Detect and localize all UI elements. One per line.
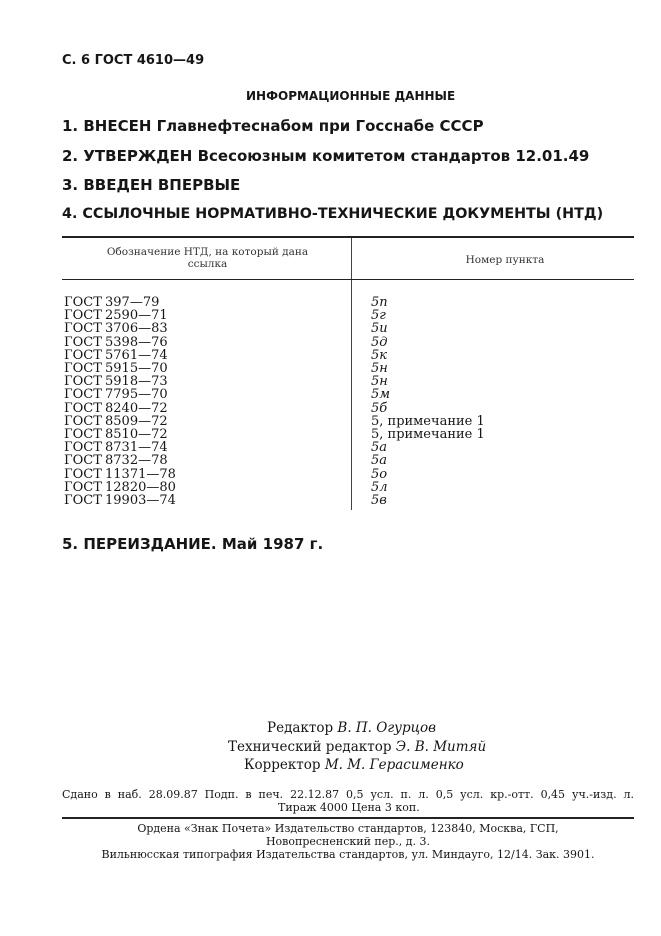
clause-ref: 5н (371, 374, 388, 390)
imprint-line-2: Тираж 4000 Цена 3 коп. (278, 801, 420, 814)
clause-ref: 5л (371, 479, 388, 495)
clause-ref: 5, примечание 1 (371, 427, 485, 442)
clause-ref: 5в (371, 493, 387, 508)
clause-ref: 5о (371, 466, 388, 482)
doc-number: 7795—70 (105, 387, 168, 403)
doc-number: 8509—72 (105, 413, 168, 429)
doc-type: ГОСТ (64, 295, 102, 310)
doc-number: 5398—76 (105, 334, 168, 350)
table-row (62, 454, 634, 467)
doc-number: 8731—74 (105, 440, 168, 456)
tech-editor-role: Технический редактор (228, 739, 392, 755)
table-row (62, 309, 634, 322)
corrector-name: М. М. Герасименко (324, 757, 464, 773)
table-row (62, 441, 634, 454)
table-header-ntd: Обозначение НТД, на который дана ссылка (106, 246, 309, 270)
table-row (62, 402, 634, 415)
table-row (62, 388, 634, 401)
clause-ref: 5м (371, 387, 391, 403)
doc-number: 12820—80 (105, 479, 176, 495)
corrector-role: Корректор (244, 757, 321, 773)
credit-editor (267, 720, 436, 736)
editor-role: Редактор (267, 720, 334, 736)
publisher-line-2: Новопресненский пер., д. 3. (265, 835, 431, 848)
doc-type: ГОСТ (64, 493, 102, 508)
table-row (62, 362, 634, 375)
table-header-divider (351, 238, 352, 280)
table-row (62, 349, 634, 362)
imprint-rule (62, 817, 634, 819)
doc-number: 397—79 (105, 295, 160, 310)
clause-ref: 5а (371, 440, 388, 456)
table-top-rule (62, 236, 634, 238)
doc-type: ГОСТ (64, 413, 102, 429)
doc-number: 5761—74 (105, 347, 168, 363)
clause-ref: 5б (371, 400, 388, 416)
doc-type: ГОСТ (64, 440, 102, 456)
doc-type: ГОСТ (64, 308, 102, 324)
page-header: С. 6 ГОСТ 4610—49 (62, 53, 205, 68)
publisher-line-1: Ордена «Знак Почета» Издательство стандартов, 123840, Москва, ГСП, (137, 822, 559, 835)
doc-number: 19903—74 (105, 493, 176, 508)
clause-ref: 5н (371, 361, 388, 376)
doc-number: 8510—72 (105, 427, 168, 442)
doc-type: ГОСТ (64, 361, 102, 376)
doc-number: 8732—78 (105, 453, 168, 469)
credit-corrector (244, 757, 464, 773)
imprint-line-1: Сдано в наб. 28.09.87 Подп. в печ. 22.12.87 0,5 усл. п. л. 0,5 усл. кр.-отт. 0,45 уч.-изд. л. (62, 788, 634, 801)
doc-type: ГОСТ (64, 321, 102, 337)
reissue-note: 5. ПЕРЕИЗДАНИЕ. Май 1987 г. (62, 535, 324, 553)
clause-ref: 5и (371, 321, 388, 337)
doc-number: 5915—70 (105, 361, 168, 376)
table-row (62, 415, 634, 428)
section-title: ИНФОРМАЦИОННЫЕ ДАННЫЕ (246, 89, 456, 103)
doc-type: ГОСТ (64, 347, 102, 363)
doc-number: 3706—83 (105, 321, 168, 337)
doc-type: ГОСТ (64, 466, 102, 482)
doc-type: ГОСТ (64, 453, 102, 469)
doc-type: ГОСТ (64, 387, 102, 403)
publisher-line-3: Вильнюсская типография Издательства стандартов, ул. Миндауго, 12/14. Зак. 3901. (101, 848, 595, 861)
doc-number: 11371—78 (105, 466, 176, 482)
doc-number: 8240—72 (105, 400, 168, 416)
info-item-1: 1. ВНЕСЕН Главнефтеснабом при Госснабе СССР (62, 117, 484, 135)
table-header-clause: Номер пункта (465, 254, 545, 266)
clause-ref: 5а (371, 453, 388, 469)
table-header-rule (62, 279, 634, 280)
doc-number: 5918—73 (105, 374, 168, 390)
doc-type: ГОСТ (64, 400, 102, 416)
clause-ref: 5к (371, 347, 388, 363)
doc-type: ГОСТ (64, 427, 102, 442)
doc-type: ГОСТ (64, 479, 102, 495)
clause-ref: 5п (371, 295, 388, 310)
table-row (62, 336, 634, 349)
clause-ref: 5г (371, 308, 386, 324)
table-row (62, 428, 634, 441)
table-row (62, 494, 634, 507)
table-row (62, 296, 634, 309)
info-item-4: 4. ССЫЛОЧНЫЕ НОРМАТИВНО-ТЕХНИЧЕСКИЕ ДОКУМЕНТЫ (НТД) (62, 206, 604, 222)
table-row (62, 375, 634, 388)
doc-number: 2590—71 (105, 308, 168, 324)
editor-name: В. П. Огурцов (337, 720, 437, 736)
info-item-3: 3. ВВЕДЕН ВПЕРВЫЕ (62, 176, 241, 194)
doc-type: ГОСТ (64, 334, 102, 350)
table-row (62, 322, 634, 335)
table-row (62, 481, 634, 494)
table-row (62, 468, 634, 481)
credit-tech-editor (228, 739, 486, 755)
info-item-2: 2. УТВЕРЖДЕН Всесоюзным комитетом стандартов 12.01.49 (62, 147, 590, 165)
doc-type: ГОСТ (64, 374, 102, 390)
tech-editor-name: Э. В. Митяй (395, 739, 487, 755)
clause-ref: 5, примечание 1 (371, 413, 485, 429)
clause-ref: 5д (371, 334, 388, 350)
